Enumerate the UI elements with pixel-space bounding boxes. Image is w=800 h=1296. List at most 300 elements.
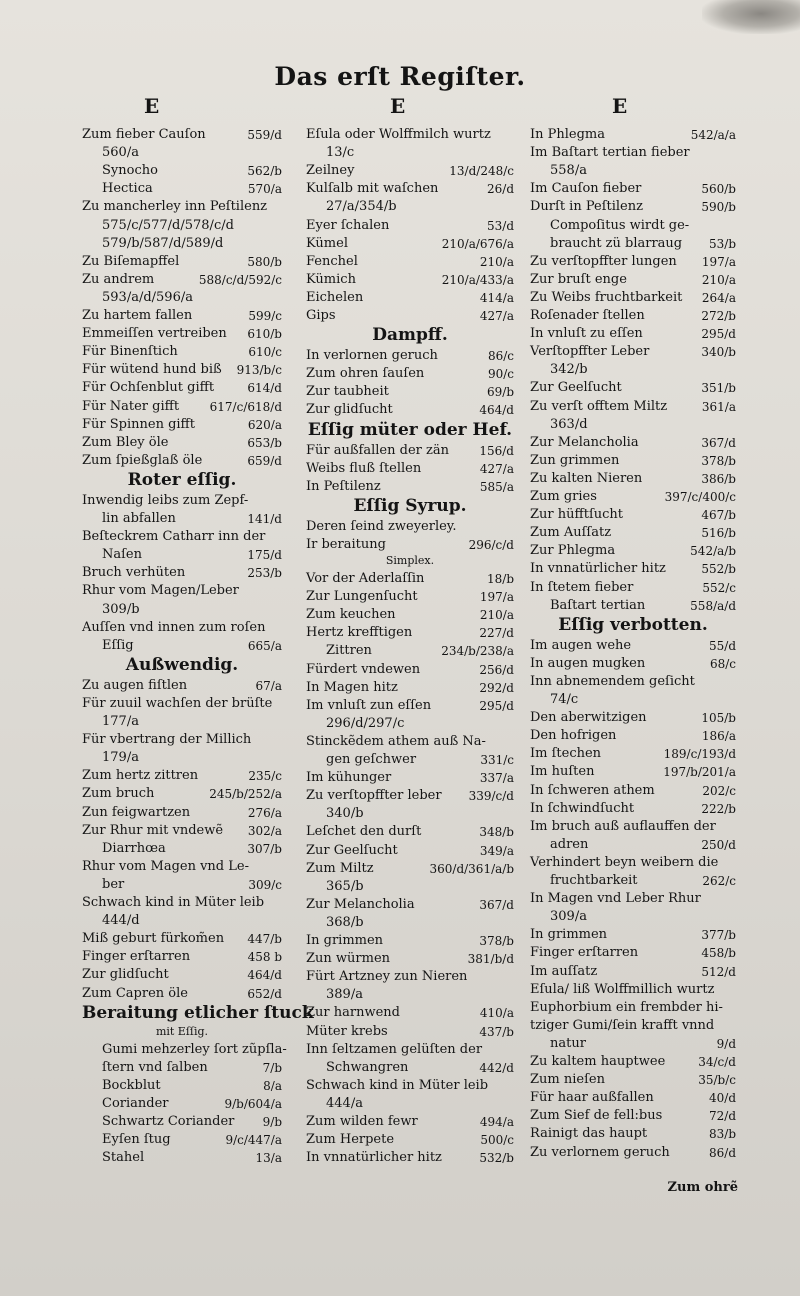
index-entry: [306, 733, 514, 751]
index-entry: [82, 858, 282, 876]
index-entry: [82, 894, 282, 912]
index-entry: [306, 1004, 514, 1022]
entry-reference: 340/b: [701, 345, 736, 360]
index-entry: [82, 619, 282, 637]
entry-text: Naſen: [102, 547, 143, 563]
index-entry: [306, 271, 514, 289]
index-entry: [530, 818, 736, 836]
entry-text: 27/a/354/b: [326, 199, 397, 215]
entry-text: Zu verſtopffter leber: [306, 788, 442, 804]
index-entry: [306, 253, 514, 271]
index-entry: [82, 695, 282, 713]
entry-reference: 562/b: [247, 164, 282, 179]
index-entry: [530, 999, 736, 1017]
index-entry: [306, 914, 514, 932]
index-entry: [530, 579, 736, 597]
entry-reference: 186/a: [701, 729, 736, 744]
entry-reference: 8/a: [263, 1078, 282, 1093]
index-entry: [530, 379, 736, 397]
entry-reference: 197/b/201/a: [663, 765, 736, 780]
index-entry: [306, 217, 514, 235]
index-entry: [530, 343, 736, 361]
entry-text: Im bruch auß auflauffen der: [530, 818, 716, 834]
entry-text: Inn ſeltzamen gelüſten der: [306, 1041, 483, 1057]
section-heading: Außwendig.: [125, 654, 239, 675]
entry-text: Weibs fluß ſtellen: [306, 460, 422, 476]
entry-reference: 361/a: [701, 399, 736, 414]
entry-text: Miß geburt fürkom̃en: [82, 931, 225, 947]
index-entry: [306, 1023, 514, 1041]
entry-reference: 156/d: [479, 443, 514, 458]
index-entry: [82, 379, 282, 397]
entry-text: Auſſen vnd innen zum roſen: [82, 619, 266, 635]
catchword: Zum ohrẽ: [667, 1180, 738, 1195]
index-entry: [530, 890, 736, 908]
entry-text: Zun würmen: [306, 951, 391, 967]
index-entry: [530, 926, 736, 944]
section-heading: Eſſig Syrup.: [353, 495, 467, 516]
entry-text: Eichelen: [306, 289, 364, 305]
index-entry: [306, 162, 514, 180]
index-entry: [530, 524, 736, 542]
index-entry: [306, 1149, 514, 1167]
entry-reference: 512/d: [701, 964, 736, 979]
entry-text: Im Baſtart tertian fieber: [530, 145, 690, 161]
entry-reference: 256/d: [479, 662, 514, 677]
entry-reference: 590/b: [701, 200, 736, 215]
index-entry: [82, 528, 282, 546]
entry-text: Zun grimmen: [530, 452, 620, 468]
entry-text: Kulſalb mit waſchen: [306, 181, 439, 197]
entry-reference: 427/a: [479, 461, 514, 476]
section-heading: Beraitung etlicher ſtuck: [82, 1002, 314, 1023]
paper-stain: [702, 0, 800, 34]
index-entry: [306, 679, 514, 697]
index-entry: [306, 896, 514, 914]
entry-text: In verlornen geruch: [306, 348, 438, 364]
entry-reference: 381/b/d: [467, 952, 514, 967]
index-entry: [82, 235, 282, 253]
entry-text: Zum keuchen: [306, 607, 396, 623]
entry-reference: 516/b: [701, 526, 736, 541]
entry-reference: 296/c/d: [468, 537, 514, 552]
index-entry: [530, 836, 736, 854]
entry-text: Rhur vom Magen vnd Le-: [82, 858, 249, 874]
index-entry: [82, 398, 282, 416]
index-entry: [306, 860, 514, 878]
index-entry: [530, 1017, 736, 1035]
index-entry: [306, 661, 514, 679]
entry-text: Zeilney: [306, 163, 355, 179]
index-entry: [530, 782, 736, 800]
entry-text: Zur Melancholia: [530, 434, 639, 450]
index-entry: [530, 560, 736, 578]
index-entry: [82, 492, 282, 510]
entry-text: 74/c: [550, 692, 579, 707]
entry-text: Für Nater gifft: [82, 398, 180, 414]
index-entry: [306, 642, 514, 660]
entry-text: Müter krebs: [306, 1023, 388, 1039]
entry-text: Bruch verhüten: [82, 565, 186, 581]
entry-text: 579/b/587/d/589/d: [102, 235, 224, 251]
index-entry: [306, 570, 514, 588]
index-entry: [530, 691, 736, 709]
index-entry: [306, 787, 514, 805]
entry-text: 444/a: [326, 1095, 363, 1111]
entry-reference: 197/a: [479, 590, 514, 605]
entry-text: Coriander: [102, 1095, 169, 1111]
entry-reference: 558/a/d: [690, 598, 736, 613]
entry-reference: 295/d: [701, 327, 736, 342]
entry-text: fruchtbarkeit: [550, 873, 638, 888]
index-entry: [306, 1131, 514, 1149]
entry-reference: 18/b: [487, 572, 514, 586]
entry-reference: 175/d: [247, 548, 282, 563]
index-entry: [530, 416, 736, 434]
entry-reference: 210/a: [479, 608, 514, 623]
entry-reference: 210/a/433/a: [441, 272, 514, 287]
entry-reference: 559/d: [247, 128, 282, 142]
index-entry: [530, 271, 736, 289]
entry-reference: 227/d: [479, 626, 514, 641]
entry-text: Zu verſtopffter lungen: [530, 253, 677, 269]
index-entry: [306, 1077, 514, 1095]
index-entry: [306, 198, 514, 216]
entry-reference: 55/d: [709, 638, 736, 653]
section-heading: Dampff.: [372, 325, 448, 346]
entry-text: 368/b: [326, 914, 364, 930]
entry-reference: 588/c/d/592/c: [198, 272, 282, 287]
entry-text: Leſchet den durſt: [306, 824, 422, 840]
entry-reference: 377/b: [701, 928, 736, 943]
entry-reference: 69/b: [487, 385, 514, 400]
index-entry: [306, 715, 514, 733]
entry-text: Im augen wehe: [530, 637, 632, 653]
index-entry: [82, 731, 282, 749]
entry-reference: 292/d: [479, 680, 514, 695]
index-entry: [530, 434, 736, 452]
entry-reference: 189/c/193/d: [663, 747, 736, 762]
index-entry: [530, 872, 736, 890]
entry-text: Rainigt das haupt: [530, 1126, 648, 1142]
index-entry: [530, 655, 736, 673]
entry-text: 389/a: [326, 987, 363, 1003]
entry-text: Zu augen fiſtlen: [82, 677, 188, 693]
entry-reference: 262/c: [702, 874, 736, 888]
entry-text: Zur glidſucht: [82, 967, 169, 983]
entry-text: Zur Rhur mit vndewẽ: [82, 822, 224, 838]
index-entry: [530, 800, 736, 818]
entry-reference: 378/b: [479, 934, 514, 948]
index-entry: [82, 912, 282, 930]
index-entry: [530, 1107, 736, 1125]
entry-reference: 7/b: [262, 1060, 282, 1075]
entry-reference: 427/a: [479, 309, 514, 323]
entry-text: Zum hertz zittren: [82, 768, 199, 784]
entry-reference: 210/a/676/a: [441, 236, 514, 251]
entry-reference: 40/d: [709, 1091, 736, 1106]
entry-text: Für haar außfallen: [530, 1090, 654, 1106]
entry-reference: 34/c/d: [698, 1055, 736, 1069]
index-entry: [530, 289, 736, 307]
index-entry: [306, 823, 514, 841]
entry-text: Zum bruch: [82, 786, 155, 802]
entry-text: Diarrhœa: [102, 840, 166, 856]
index-entry: [82, 876, 282, 894]
index-entry: [82, 985, 282, 1003]
entry-reference: 331/c: [480, 753, 514, 767]
entry-reference: 580/b: [247, 254, 282, 269]
entry-reference: 53/b: [709, 236, 736, 251]
index-entry: [530, 506, 736, 524]
index-entry: [82, 126, 282, 144]
entry-text: Finger erſtarren: [82, 949, 191, 965]
index-entry: [306, 460, 514, 478]
entry-text: Zum Bley öle: [82, 434, 169, 450]
entry-text: Im huſten: [530, 764, 595, 780]
entry-text: Zum Miltz: [306, 860, 374, 876]
entry-reference: 13/a: [255, 1151, 282, 1166]
entry-reference: 53/d: [487, 218, 514, 233]
entry-text: Im Cauſon fieber: [530, 181, 642, 197]
index-entry: [82, 601, 282, 619]
entry-text: Bockblut: [102, 1077, 161, 1093]
entry-text: Stahel: [102, 1150, 145, 1166]
entry-text: In grimmen: [306, 933, 384, 948]
entry-text: In Phlegma: [530, 127, 606, 142]
entry-reference: 378/b: [701, 453, 736, 468]
entry-text: Für zuuil wachſen der brüſte: [82, 695, 273, 711]
index-entry: [82, 785, 282, 803]
entry-text: Zu andrem: [82, 271, 155, 287]
section-letter: E: [612, 94, 628, 118]
index-entry: [530, 1144, 736, 1162]
entry-reference: 302/a: [247, 823, 282, 838]
index-entry: [530, 981, 736, 999]
index-entry: [82, 416, 282, 434]
entry-text: In Peſtilenz: [306, 478, 381, 494]
index-entry: [306, 1113, 514, 1131]
index-entry: [82, 749, 282, 767]
entry-text: 363/d: [550, 416, 588, 432]
entry-text: Im auſſatz: [530, 963, 598, 979]
entry-reference: 250/d: [701, 837, 736, 852]
entry-text: Ir beraitung: [306, 536, 386, 552]
index-entry: [82, 1131, 282, 1149]
entry-text: adren: [550, 836, 589, 852]
entry-text: Eſſig: [102, 637, 134, 653]
entry-reference: 309/c: [248, 877, 282, 892]
index-entry: [530, 452, 736, 470]
entry-reference: 560/b: [701, 182, 736, 197]
entry-text: Inn abnemendem geſicht: [530, 673, 695, 689]
index-entry: [306, 126, 514, 144]
entry-reference: 253/b: [247, 566, 282, 581]
entry-reference: 9/b: [262, 1115, 282, 1129]
entry-text: Den hofrigen: [530, 728, 617, 744]
entry-text: Fenchel: [306, 253, 358, 269]
index-entry: [530, 198, 736, 216]
entry-text: Für wütend hund biß: [82, 362, 222, 378]
entry-reference: 197/a: [701, 254, 736, 269]
entry-text: Kümel: [306, 235, 348, 251]
entry-text: Beſteckrem Catharr inn der: [82, 529, 266, 545]
index-entry: [306, 307, 514, 325]
entry-text: Schwangren: [326, 1059, 409, 1075]
entry-text: 444/d: [102, 913, 140, 929]
entry-text: 309/b: [102, 601, 140, 617]
entry-text: Fürt Artzney zun Nieren: [306, 969, 468, 985]
index-entry: [530, 854, 736, 872]
section-letter: E: [144, 94, 160, 118]
entry-reference: 599/c: [248, 309, 282, 323]
entry-reference: 542/a/a: [690, 128, 736, 142]
entry-reference: 72/d: [709, 1109, 736, 1124]
index-entry: [82, 713, 282, 731]
entry-reference: 9/b/604/a: [224, 1096, 282, 1111]
entry-text: Zur hüfftſucht: [530, 507, 624, 523]
entry-text: Stinckẽdem athem auß Na-: [306, 733, 486, 749]
index-entry: [82, 510, 282, 528]
entry-text: Im kühunger: [306, 770, 392, 786]
index-entry: [530, 253, 736, 271]
entry-text: In vnnatürlicher hitz: [306, 1150, 442, 1166]
entry-reference: 570/a: [247, 182, 282, 197]
index-entry: [82, 1059, 282, 1077]
entry-reference: 86/d: [709, 1145, 736, 1160]
index-entry: [530, 235, 736, 253]
entry-reference: 437/b: [479, 1024, 514, 1039]
entry-reference: 245/b/252/a: [209, 787, 282, 802]
index-entry: [306, 588, 514, 606]
index-entry: [306, 805, 514, 823]
entry-text: Hectica: [102, 181, 153, 197]
entry-text: Für vbertrang der Millich: [82, 732, 252, 748]
index-entry: [306, 518, 514, 536]
index-entry: [82, 677, 282, 695]
entry-reference: 234/b/238/a: [441, 644, 514, 659]
entry-reference: 442/d: [479, 1060, 514, 1075]
entry-text: Zu mancherley inn Peſtilenz: [82, 199, 268, 215]
entry-text: Zum Herpete: [306, 1132, 395, 1148]
entry-reference: 349/a: [479, 843, 514, 858]
entry-text: gen geſchwer: [326, 752, 417, 767]
entry-reference: 9/d: [716, 1036, 736, 1051]
entry-text: Zu verlornem geruch: [530, 1144, 670, 1160]
entry-reference: 447/b: [247, 932, 282, 947]
index-entry: [82, 180, 282, 198]
index-entry: [306, 144, 514, 162]
index-entry: [82, 564, 282, 582]
entry-text: Schwach kind in Müter leib: [82, 895, 265, 910]
entry-text: Zum ſpießglaß öle: [82, 452, 203, 468]
entry-reference: 68/c: [709, 656, 736, 671]
section-heading: Simplex.: [385, 554, 435, 567]
index-entry: [530, 488, 736, 506]
entry-text: lin abfallen: [102, 511, 176, 526]
entry-text: Zum nieſen: [530, 1072, 605, 1088]
index-entry: [530, 162, 736, 180]
entry-text: tziger Gumi/ſein krafft vnnd: [530, 1017, 715, 1033]
entry-reference: 67/a: [255, 678, 282, 693]
entry-reference: 235/c: [248, 769, 282, 784]
entry-text: Den aberwitzigen: [530, 710, 647, 726]
index-entry: [82, 1149, 282, 1167]
entry-text: Verhindert beyn weibern die: [530, 854, 719, 870]
entry-text: Zum fieber Cauſon: [82, 127, 206, 142]
entry-text: 13/c: [326, 145, 355, 161]
entry-text: 309/a: [550, 909, 587, 925]
entry-text: Hertz krefftigen: [306, 625, 413, 641]
entry-text: Zu Biſemapffel: [82, 253, 180, 269]
entry-text: Fürdert vndewen: [306, 661, 421, 677]
entry-text: Zu hartem fallen: [82, 308, 193, 323]
entry-text: 365/b: [326, 878, 364, 894]
entry-text: ber: [102, 876, 125, 892]
index-entry: [82, 546, 282, 564]
entry-text: Zum Capren öle: [82, 985, 188, 1001]
entry-text: Roſenader ſtellen: [530, 308, 645, 323]
entry-text: Zu kaltem hauptwee: [530, 1054, 666, 1069]
index-entry: [306, 842, 514, 860]
entry-reference: 652/d: [247, 986, 282, 1001]
entry-text: Für Binenſtich: [82, 344, 178, 360]
index-entry: [306, 180, 514, 198]
index-entry: [82, 144, 282, 162]
entry-text: Gips: [306, 308, 336, 323]
entry-reference: 202/c: [702, 783, 736, 798]
entry-text: Im vnluſt zun eſſen: [306, 697, 432, 713]
index-entry: [82, 434, 282, 452]
entry-text: Zu Weibs fruchtbarkeit: [530, 289, 683, 305]
index-entry: [530, 470, 736, 488]
index-entry: [530, 763, 736, 781]
entry-reference: 458/b: [701, 946, 736, 961]
entry-reference: 222/b: [701, 801, 736, 816]
index-entry: [82, 289, 282, 307]
entry-reference: 86/c: [487, 349, 514, 364]
entry-reference: 659/d: [247, 453, 282, 468]
index-entry: [306, 383, 514, 401]
index-entry: [530, 944, 736, 962]
entry-text: braucht zü blarraug: [550, 235, 683, 251]
entry-reference: 464/d: [479, 403, 514, 418]
entry-text: natur: [550, 1035, 586, 1051]
entry-text: Zur Geelſucht: [306, 842, 398, 858]
index-entry: [306, 932, 514, 950]
entry-text: Emmeiſſen vertreiben: [82, 326, 227, 342]
entry-reference: 610/b: [247, 327, 282, 342]
entry-reference: 467/b: [701, 508, 736, 523]
index-entry: [82, 1041, 287, 1059]
entry-text: In vnluſt zu eſſen: [530, 326, 643, 342]
index-entry: [530, 325, 736, 343]
index-entry: [306, 986, 514, 1004]
index-entry: [306, 878, 514, 896]
entry-reference: 26/d: [487, 182, 514, 197]
entry-reference: 272/b: [701, 309, 736, 323]
entry-text: In augen mugken: [530, 655, 646, 671]
index-entry: [530, 1035, 736, 1053]
entry-reference: 397/c/400/c: [664, 490, 736, 504]
index-entry: [530, 963, 736, 981]
entry-text: Zur taubheit: [306, 384, 389, 400]
entry-text: Schwartz Coriander: [102, 1114, 235, 1129]
index-entry: [530, 1125, 736, 1143]
index-entry: [82, 198, 282, 216]
index-entry: [530, 1089, 736, 1107]
entry-text: 560/a: [102, 145, 139, 161]
